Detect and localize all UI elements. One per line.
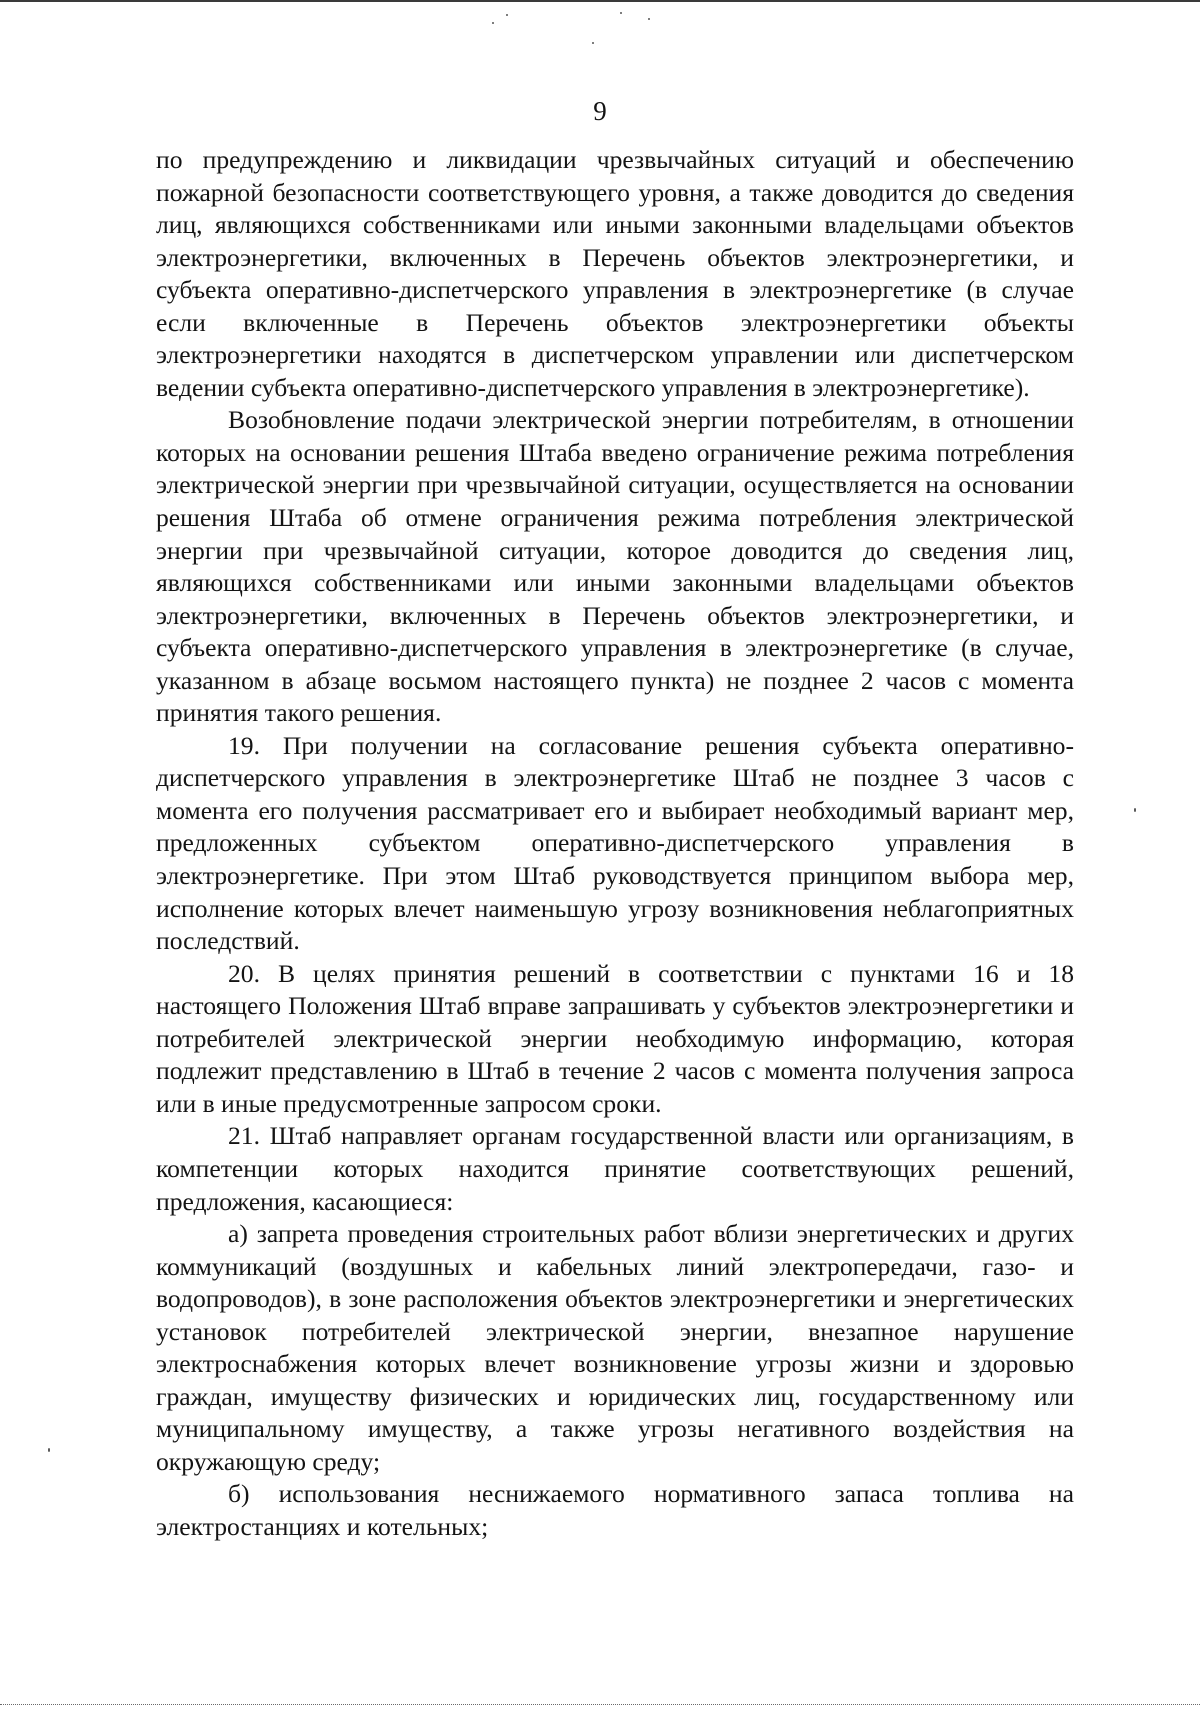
scan-speck bbox=[48, 1448, 50, 1452]
paragraph-item-21-b: б) использования неснижаемого нормативного запаса топлива на электростанциях и котельных; bbox=[156, 1479, 1074, 1541]
scan-speck bbox=[1134, 808, 1136, 812]
paragraph-continuation: по предупреждению и ликвидации чрезвычайных ситуаций и обеспечению пожарной безопасности соответствующего уровня, а также доводится до сведения лиц, являющихся собственниками или иными законными владельцами объектов электроэнергетики, включенных в Перечень объектов электроэнергетики, и субъекта оперативно-диспетчерского управления в электроэнергетике (в случае если включенные в Перечень объектов электроэнергетики объекты электроэнергетики находятся в диспетчерском управлении или диспетчерском ведении субъекта оперативно-диспетчерского управления в электроэнергетике). bbox=[156, 145, 1074, 402]
paragraph-item-21: 21. Штаб направляет органам государственной власти или организациям, в компетенции которых находится принятие соответствующих решений, предложения, касающиеся: bbox=[156, 1121, 1074, 1216]
scan-speck bbox=[620, 12, 622, 14]
paragraph-item-21-a: а) запрета проведения строительных работ вблизи энергетических и других коммуникаций (воздушных и кабельных линий электропередачи, газо- и водопроводов), в зоне расположения объектов электроэнергетики и энергетических установок потребителей электрической энергии, внезапное нарушение электроснабжения которых влечет возникновение угрозы жизни и здоровью граждан, имуществу физических и юридических лиц, государственному или муниципальному имуществу, а также угрозы негативного воздействия на окружающую среду; bbox=[156, 1219, 1074, 1476]
scan-speck bbox=[648, 18, 650, 20]
document-body bbox=[156, 144, 1074, 1544]
paragraph-resumption: Возобновление подачи электрической энергии потребителям, в отношении которых на основании решения Штаба введено ограничение режима потребления электрической энергии при чрезвычайной ситуации, осуществляется на основании решения Штаба об отмене ограничения режима потребления электрической энергии при чрезвычайной ситуации, которое доводится до сведения лиц, являющихся собственниками или иными законными владельцами объектов электроэнергетики, включенных в Перечень объектов электроэнергетики, и субъекта оперативно-диспетчерского управления в электроэнергетике (в случае, указанном в абзаце восьмом настоящего пункта) не позднее 2 часов с момента принятия такого решения. bbox=[156, 405, 1074, 728]
page-number: 9 bbox=[593, 96, 607, 126]
scan-speck bbox=[592, 42, 594, 44]
scan-speck bbox=[506, 14, 508, 16]
scan-bottom-edge bbox=[0, 1704, 1200, 1706]
paragraph-item-20: 20. В целях принятия решений в соответствии с пунктами 16 и 18 настоящего Положения Штаб вправе запрашивать у субъектов электроэнергетики и потребителей электрической энергии необходимую информацию, которая подлежит представлению в Штаб в течение 2 часов с момента получения запроса или в иные предусмотренные запросом сроки. bbox=[156, 958, 1074, 1118]
scan-top-edge bbox=[0, 0, 1200, 2]
paragraph-item-19: 19. При получении на согласование решения субъекта оперативно-диспетчерского управления в электроэнергетике Штаб не позднее 3 часов с момента его получения рассматривает его и выбирает необходимый вариант мер, предложенных субъектом оперативно-диспетчерского управления в электроэнергетике. При этом Штаб руководствуется принципом выбора мер, исполнение которых влечет наименьшую угрозу возникновения неблагоприятных последствий. bbox=[156, 730, 1074, 956]
scan-speck bbox=[492, 22, 494, 24]
